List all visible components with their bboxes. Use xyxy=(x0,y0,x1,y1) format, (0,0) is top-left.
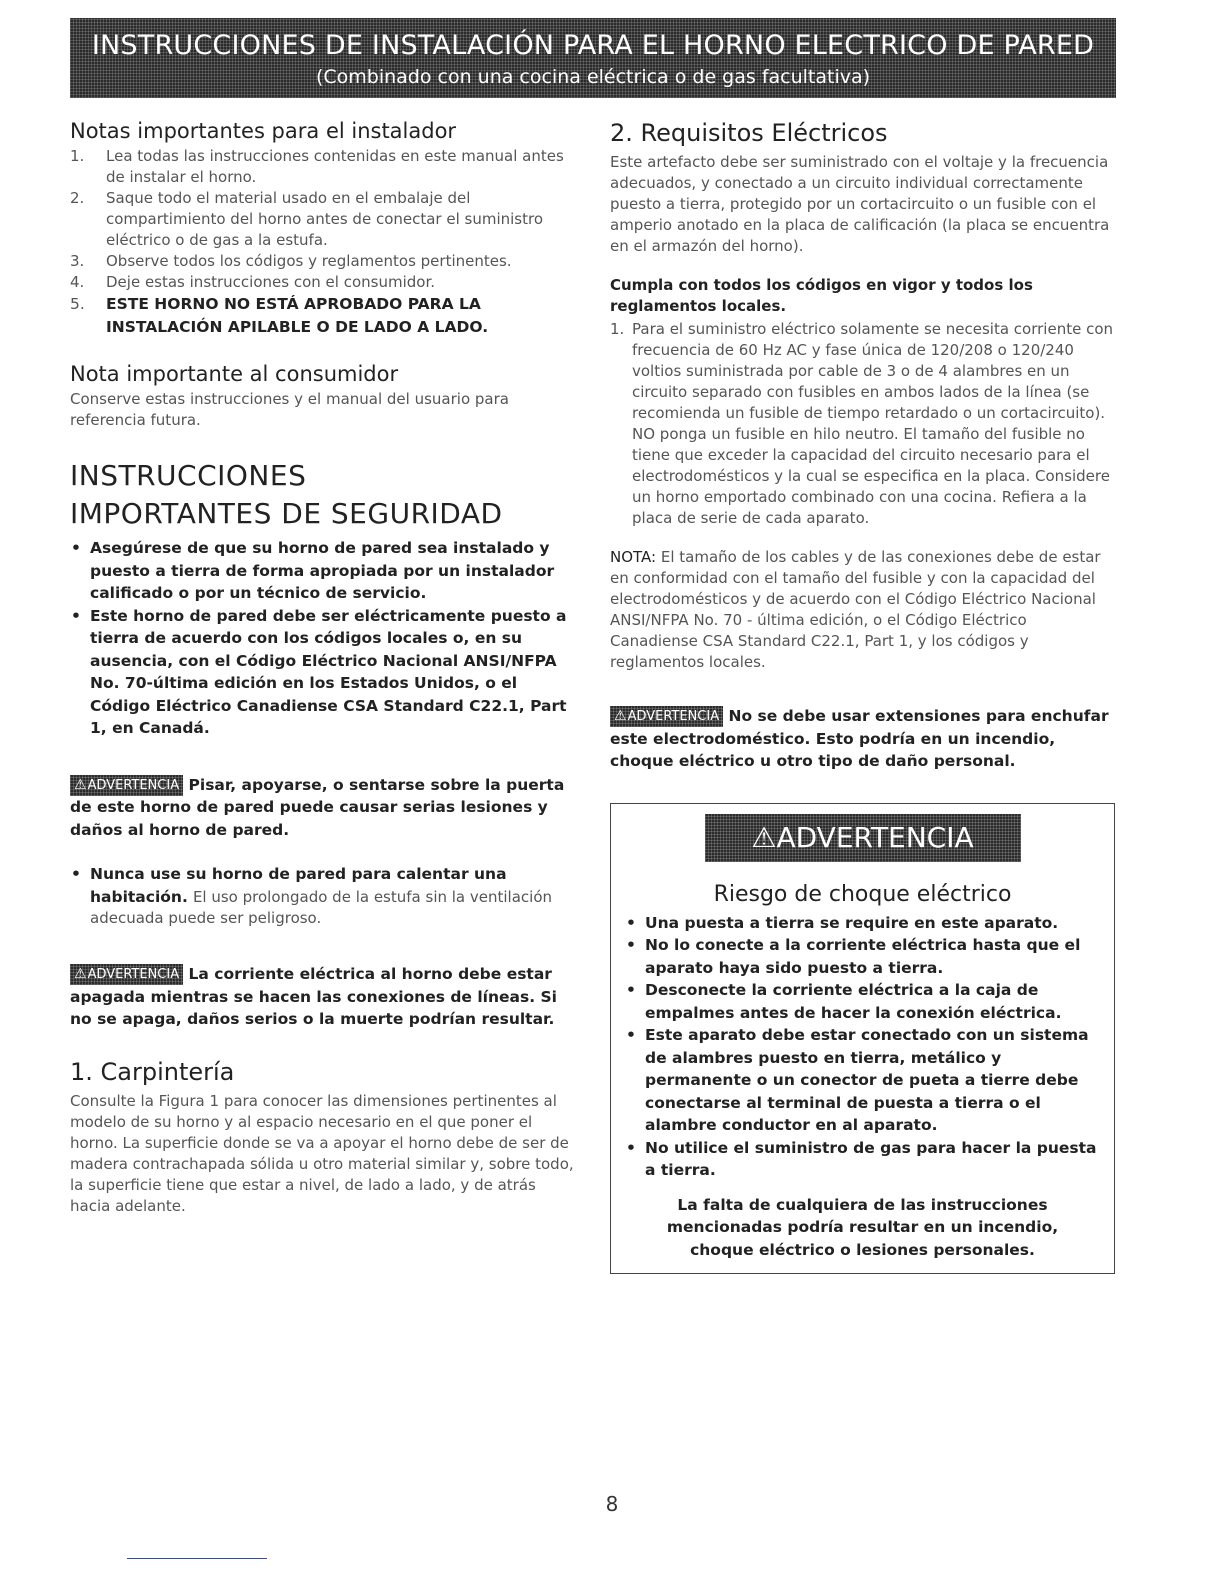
heating-bullet xyxy=(70,863,578,929)
list-item: • No utilice el suministro de gas para hacer la puesta a tierra. xyxy=(626,1138,1097,1179)
list-item: • Una puesta a tierra se require en este aparato. xyxy=(626,913,1059,932)
list-item: • Asegúrese de que su horno de pared sea instalado y puesto a tierra de forma apropiada por un instalador calificado o por un técnico de servicio. xyxy=(71,539,555,602)
carpentry-text: Consulte la Figura 1 para conocer las dimensiones pertinentes al modelo de su horno y al espacio necesario en el que poner el horno. La superficie donde se va a apoyar el horno debe de ser de madera contrachapada sólida u otro material similar y, sobre todo, la superficie tiene que estar a nivel, de lado a lado, y de atrás hacia adelante. xyxy=(70,1091,574,1215)
list-item: 1. Lea todas las instrucciones contenidas en este manual antes de instalar el horno. xyxy=(70,147,564,186)
electrical-list xyxy=(610,319,1115,529)
installer-notes-heading: Notas importantes para el instalador xyxy=(70,119,457,143)
list-item: 1. Para el suministro eléctrico solamente se necesita corriente con frecuencia de 60 Hz AC y fase única de 120/208 o 120/240 voltios suministrada por cable de 3 o de 4 alambres en un circuito separado con fusibles en ambos lados de la línea (se recomienda un fusible de tiempo retardado o un cortacircuito). NO ponga un fusible en hilo neutro. El tamaño del fusible no tiene que exceder la capacidad del circuito necesario para el electrodomésticos y la cual se especifica en la placa. Considere un horno emportado combinado con una cocina. Refiera a la placa de serie de cada aparato. xyxy=(610,320,1114,527)
list-item: • Este aparato debe estar conectado con un sistema de alambres puesto en tierra, metálico y permanente o un conector de pueta a tierre debe conectarse al terminal de puesta a tierra o el alambre conductor en al aparato. xyxy=(626,1026,1089,1134)
list-item: • Nunca use su horno de pared para calentar una habitación. El uso prolongado de la estufa sin la ventilación adecuada puede ser peligroso. xyxy=(71,865,553,927)
safety-heading: INSTRUCCIONES IMPORTANTES DE SEGURIDAD xyxy=(70,459,503,530)
list-item: • No lo conecte a la corriente eléctrica hasta que el aparato haya sido puesto a tierra. xyxy=(626,936,1081,977)
warning-badge: ⚠ADVERTENCIA xyxy=(610,706,723,727)
warning-triangle-icon: ⚠ xyxy=(751,820,777,854)
title-banner xyxy=(70,18,1116,98)
list-item: 3. Observe todos los códigos y reglamentos pertinentes. xyxy=(70,252,512,270)
warning-power: ⚠ADVERTENCIA La corriente eléctrica al horno debe estar apagada mientras se hacen las conexiones de líneas. Si no se apaga, daños serios o la muerte podrían resultar. xyxy=(70,965,557,1028)
warning-triangle-icon: ⚠ xyxy=(74,776,87,793)
page-number: 8 xyxy=(605,1492,619,1516)
left-column xyxy=(70,118,578,1217)
warning-badge-large: ⚠ADVERTENCIA xyxy=(705,814,1021,862)
right-column xyxy=(610,118,1115,1274)
carpentry-heading: 1. Carpintería xyxy=(70,1057,235,1086)
consumer-note-heading: Nota importante al consumidor xyxy=(70,362,399,386)
list-item: • Este horno de pared debe ser eléctricamente puesto a tierra de acuerdo con los códigos locales o, en su ausencia, con el Código Eléctrico Nacional ANSI/NFPA No. 70-última edición en los Estados Unidos, o el Código Eléctrico Canadiense CSA Standard C22.1, Part 1, en Canadá. xyxy=(71,606,567,737)
warning-door: ⚠ADVERTENCIA Pisar, apoyarse, o sentarse sobre la puerta de este horno de pared puede causar serias lesiones y daños al horno de pared. xyxy=(70,775,565,839)
list-item: 2. Saque todo el material usado en el embalaje del compartimiento del horno antes de conectar el suministro eléctrico o de gas a la estufa. xyxy=(70,189,544,249)
warning-extension: ⚠ADVERTENCIA No se debe usar extensiones para enchufar este electrodoméstico. Esto podría en un incendio, choque eléctrico u otro tipo de daño personal. xyxy=(610,707,1109,770)
shock-warning-title: Riesgo de choque eléctrico xyxy=(713,881,1012,907)
warning-triangle-icon: ⚠ xyxy=(74,966,87,982)
warning-triangle-icon: ⚠ xyxy=(614,708,627,724)
electrical-note: NOTA: El tamaño de los cables y de las conexiones debe de estar en conformidad con el tamaño del fusible y con la capacidad del electrodomésticos y de acuerdo con el Código Eléctrico Nacional ANSI/NFPA No. 70 - última edición, o el Código Eléctrico Canadiense CSA Standard C22.1, Part 1, y los códigos y reglamentos locales. xyxy=(610,548,1101,671)
consumer-note-text: Conserve estas instrucciones y el manual del usuario para referencia futura. xyxy=(70,390,509,429)
footer-rule xyxy=(127,1558,267,1559)
banner-subtitle: (Combinado con una cocina eléctrica o de gas facultativa) xyxy=(315,66,871,88)
warning-badge: ⚠ADVERTENCIA xyxy=(70,964,183,985)
list-item: 4. Deje estas instrucciones con el consumidor. xyxy=(70,273,435,291)
banner-title: INSTRUCCIONES DE INSTALACIÓN PARA EL HORNO ELECTRICO DE PARED xyxy=(91,30,1095,61)
list-item: 5. ESTE HORNO NO ESTÁ APROBADO PARA LA INSTALACIÓN APILABLE O DE LADO A LADO. xyxy=(70,295,489,336)
electrical-intro: Este artefacto debe ser suministrado con el voltaje y la frecuencia adecuados, y conectado a un circuito individual correctamente puesto a tierra, protegido por un cortacircuito o un fusible con el amperio anotado en la placa de calificación (la placa se encuentra en el armazón del horno). xyxy=(610,153,1110,255)
safety-bullets xyxy=(70,537,578,740)
comply-note: Cumpla con todos los códigos en vigor y todos los reglamentos locales. xyxy=(610,276,1033,315)
shock-warning-box xyxy=(610,803,1115,1275)
shock-warning-bullets xyxy=(625,912,1100,1182)
electrical-heading: 2. Requisitos Eléctricos xyxy=(610,119,888,147)
shock-warning-footer: La falta de cualquiera de las instrucciones mencionadas podría resultar en un incendio, choque eléctrico o lesiones personales. xyxy=(666,1195,1059,1259)
installer-notes-list xyxy=(70,146,578,339)
warning-badge: ⚠ADVERTENCIA xyxy=(70,775,183,796)
list-item: • Desconecte la corriente eléctrica a la caja de empalmes antes de hacer la conexión eléctrica. xyxy=(626,981,1062,1022)
